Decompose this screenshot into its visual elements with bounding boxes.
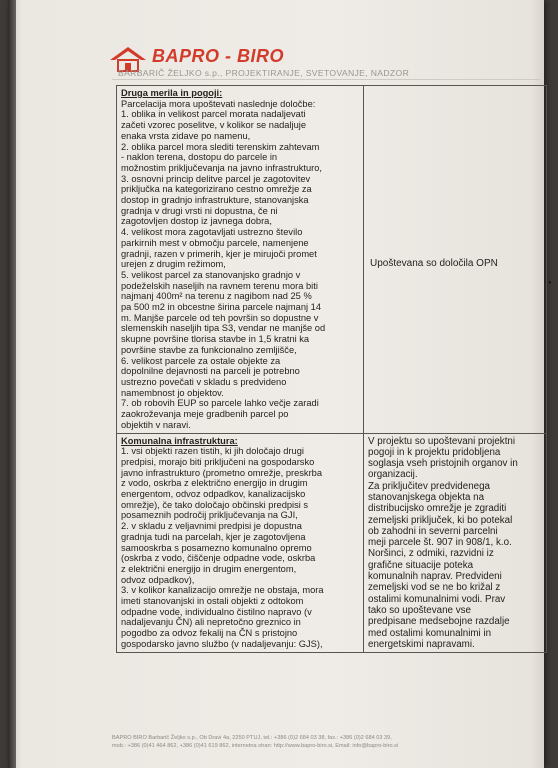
requirement-line: dostop in gradnjo infrastrukture, stanovanjska xyxy=(121,195,309,206)
requirement-line: - naklon terena, dostopu do parcele in xyxy=(121,152,278,163)
background-speck: ● xyxy=(548,280,552,286)
section-2-requirements xyxy=(117,433,364,653)
requirement-line: 1. vsi objekti razen tistih, ki jih določajo drugi xyxy=(121,446,304,457)
requirement-line: 4. velikost mora zagotavljati ustrezno število xyxy=(121,227,303,238)
requirement-line: ustrezno povečati v skladu s predvideno xyxy=(121,376,287,387)
compliance-line: med ostalimi komunalnimi in xyxy=(368,627,492,639)
table-row-drug-merila xyxy=(117,86,547,434)
requirement-line: Parcelacija mora upoštevati naslednje določbe: xyxy=(121,98,316,109)
compliance-line: Noršinci, z odmiki, razvidni iz xyxy=(368,548,494,560)
requirement-line: 7. ob robovih EUP so parcele lahko večje zaradi xyxy=(121,398,319,409)
requirement-line: omrežje), če tako določajo občinski predpisi s xyxy=(121,499,309,510)
requirement-line: objektih v naravi. xyxy=(121,419,191,430)
requirement-line: 5. velikost parcel za stanovanjsko gradnjo v xyxy=(121,269,301,280)
section-1-lines xyxy=(121,99,359,431)
requirement-line: 1. oblika in velikost parcel morata nadaljevati xyxy=(121,109,306,120)
compliance-line: tako so upoštevane vse xyxy=(368,604,471,616)
requirement-line: površine stavbe za funkcionalno zemljišče, xyxy=(121,344,297,355)
requirement-line: samooskrba s posamezno komunalno opremo xyxy=(121,542,312,553)
requirement-line: gradnja tudi na parcelah, kjer je zagotovljena xyxy=(121,531,306,542)
footer-address: BAPRO BIRO Barbarič Željko s.p., Ob Dravi 4a, 2250 PTUJ, tel.: +386 (0)2 684 03 38, fax.: +386 (0)2 684 03 39, xyxy=(112,735,392,741)
section-2-heading: Komunalna infrastruktura: xyxy=(121,435,238,446)
requirement-line: posameznih področij priključevanja na GJI, xyxy=(121,510,298,521)
section-1-compliance xyxy=(364,86,547,434)
requirement-line: dopolnilne dejavnosti na parceli je potrebno xyxy=(121,366,300,377)
requirement-line: slemenskih naseljih tipa S3, vendar ne manjše od xyxy=(121,323,326,334)
table-row-komunalna xyxy=(117,433,547,653)
requirement-line: 6. velikost parcele za ostale objekte za xyxy=(121,355,281,366)
requirement-line: gradnji, razen v primerih, kjer je mirujoči promet xyxy=(121,248,317,259)
compliance-line: ostalimi komunalnimi vodi. Prav xyxy=(368,593,506,605)
compliance-note: Upoštevana so določila OPN xyxy=(370,257,498,269)
requirement-line: zaokroževanja meje gradbenih parcel po xyxy=(121,409,289,420)
section-2-lines xyxy=(121,446,359,649)
conditions-table xyxy=(116,85,547,653)
requirement-line: predpisi, morajo biti priključeni na gospodarsko xyxy=(121,456,315,467)
requirement-line: najmanj 400m² na terenu z nagibom nad 25 % xyxy=(121,291,312,302)
page-footer xyxy=(112,734,542,750)
requirement-line: 3. osnovni princip delitve parcel je zagotovitev xyxy=(121,173,311,184)
requirement-line: m. Manjše parcele od teh površin so dopustne v xyxy=(121,312,319,323)
requirement-line: pa 500 m2 in obcestne širina parcele najmanj 14 xyxy=(121,302,322,313)
requirement-line: začeti vzorec poselitve, v kolikor se nadaljuje xyxy=(121,120,306,131)
requirement-line: imeti stanovanjski in ostali objekti z odtokom xyxy=(121,596,304,607)
compliance-line: ob zahodni in severni parcelni xyxy=(368,525,498,537)
compliance-line: pogoji in k projektu pridobljena xyxy=(368,446,501,458)
page-binding-shadow xyxy=(8,0,16,768)
compliance-line: stanovanjskega objekta na xyxy=(368,491,485,503)
requirement-line: 2. oblika parcel mora slediti terenskim zahtevam xyxy=(121,141,320,152)
compliance-line: zemeljski vod se ne bo križal z xyxy=(368,582,501,594)
section-1-compliance-lines xyxy=(370,249,542,270)
compliance-line: zemeljski priključek, ki bo potekal xyxy=(368,514,513,526)
requirement-line: parkirnih mest v območju parcele, namenjene xyxy=(121,237,309,248)
requirement-line: pogodbo za odvoz fekalij na ČN s pristojno xyxy=(121,628,298,639)
compliance-line: distribucijsko omrežje je zgraditi xyxy=(368,503,507,515)
compliance-line: predpisane medsebojne razdalje xyxy=(368,616,510,628)
requirement-line: možnostim priključevanja na javno infrastrukturo, xyxy=(121,162,323,173)
footer-contact: mob.: +386 (0)41 464 862, +386 (0)41 619 862, internetna stran: http://www.bapro-biro.si, Email: info@bapro-biro.si xyxy=(112,743,399,749)
compliance-line: V projektu so upoštevani projektni xyxy=(368,435,516,447)
header-rule xyxy=(112,79,540,80)
requirement-line: odvoz odpadkov), xyxy=(121,574,195,585)
requirement-line: odpadne vode, individualno čistilno napravo (v xyxy=(121,606,312,617)
compliance-line: meji parcele št. 907 in 908/1, k.o. xyxy=(368,537,512,549)
document-page xyxy=(8,0,544,768)
requirement-line: z vodo, oskrba z električno energijo in drugim xyxy=(121,478,308,489)
section-2-compliance-lines xyxy=(368,436,542,651)
requirement-line: gradnja v drugi vrsti ni dopustna, če ni xyxy=(121,205,278,216)
requirement-line: javno infrastrukturo (prometno omrežje, preskrba xyxy=(121,467,322,478)
compliance-line: grafične situacije poteka xyxy=(368,559,474,571)
requirement-line: podeželskih naseljih na ravnem terenu mora biti xyxy=(121,280,318,291)
requirement-line: 3. v kolikor kanalizacijo omrežje ne obstaja, mora xyxy=(121,585,324,596)
brand-subtitle: BARBARIČ ŽELJKO s.p., PROJEKTIRANJE, SVETOVANJE, NADZOR xyxy=(118,68,410,78)
requirement-line: nadaljevanju ČN) ali nepretočno greznico in xyxy=(121,617,301,628)
requirement-line: priključka na kategorizirano cestno omrežje za xyxy=(121,184,312,195)
section-1-requirements xyxy=(117,86,364,434)
brand-title: BAPRO - BIRO xyxy=(152,46,284,66)
requirement-line: enaka vrsta zidave po namenu, xyxy=(121,130,251,141)
requirement-line: gospodarsko javno službo (v nadaljevanju: GJS), xyxy=(121,638,323,649)
compliance-line: komunalnih naprav. Predvideni xyxy=(368,571,502,583)
section-2-compliance xyxy=(364,433,547,653)
requirement-line: zagotovljen dostop iz javnega dobra, xyxy=(121,216,272,227)
requirement-line: z električni energijo in drugim energentom, xyxy=(121,563,297,574)
compliance-line: soglasja vseh pristojnih organov in xyxy=(368,458,518,470)
compliance-line: Za priključitev predvidenega xyxy=(368,480,490,492)
requirement-line: 2. v skladu z veljavnimi predpisi je dopustna xyxy=(121,521,302,532)
compliance-line: energetskimi napravami. xyxy=(368,638,475,650)
requirement-line: namembnost jo objektov. xyxy=(121,387,224,398)
requirement-line: skupne površine tlorisa stavbe in 1,5 kratni ka xyxy=(121,334,310,345)
requirement-line: energentom, odvoz odpadkov, kanalizacijsko xyxy=(121,489,306,500)
requirement-line: urejen z drugim režimom, xyxy=(121,259,226,270)
requirement-line: (oskrba z vodo, čiščenje odpadne vode, oskrba xyxy=(121,553,316,564)
section-1-heading: Druga merila in pogoji: xyxy=(121,88,223,98)
compliance-line: organizacij. xyxy=(368,469,418,481)
